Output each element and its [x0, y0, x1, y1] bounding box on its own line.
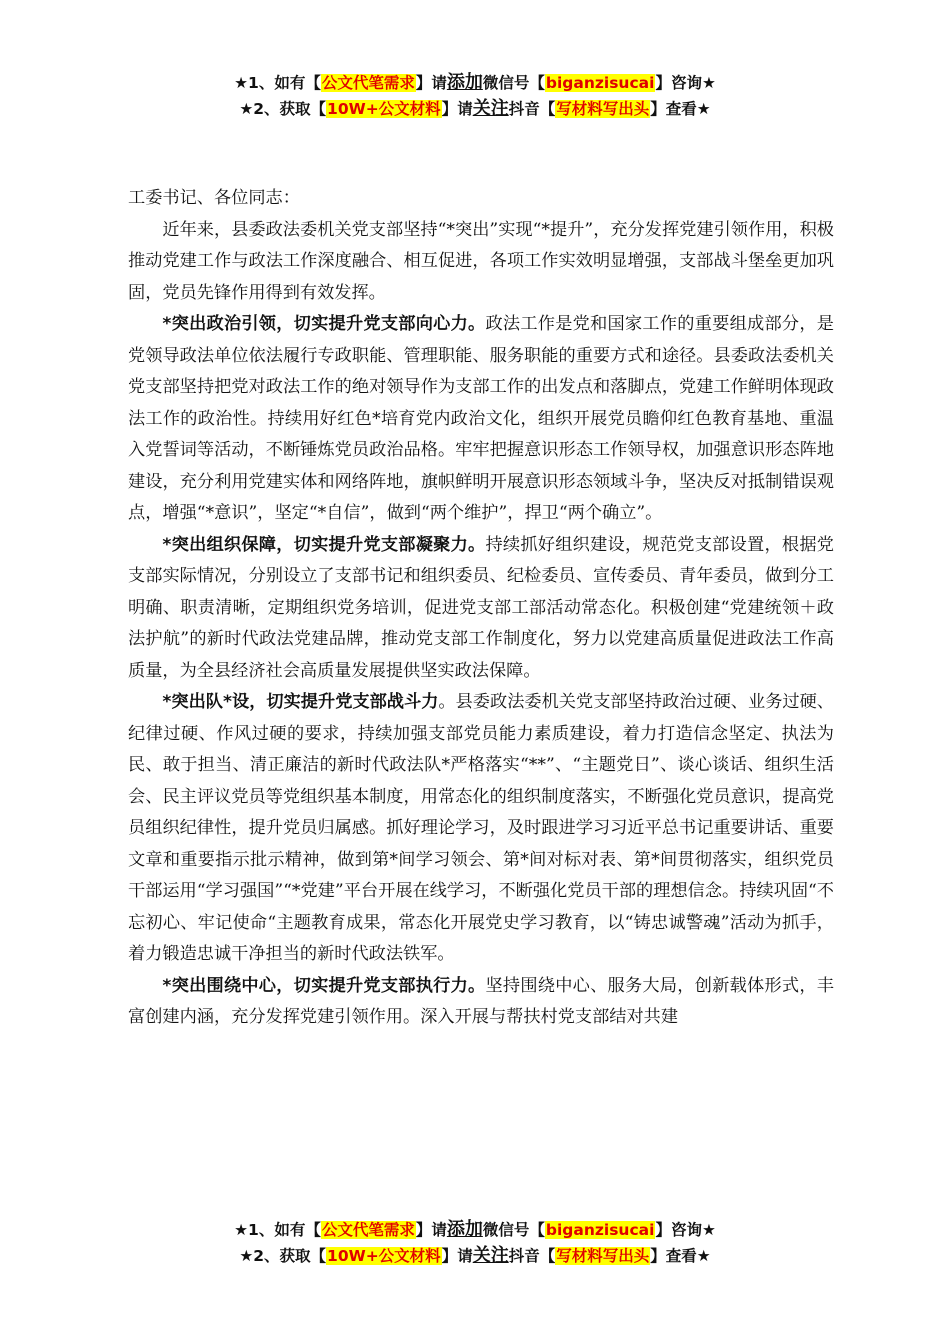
- paragraph-political-leadership: [128, 309, 834, 530]
- paragraph-text: 坚持围绕中心、服务大局，创新载体形式，丰富创建内涵，充分发挥党建引领作用。深入开展与帮扶村党支部结对共建: [128, 975, 834, 1027]
- banner-text: 抖音【: [508, 1247, 556, 1265]
- banner-emphasis: 添加: [446, 72, 483, 93]
- paragraph-text: 持续抓好组织建设，规范党支部设置，根据党支部实际情况，分别设立了支部书记和组织委员、纪检委员、宣传委员、青年委员，做到分工明确、职责清晰，定期组织党务培训，促进党支部工部活动常态化。积极创建“党建统领＋政法护航”的新时代政法党建品牌，推动党支部工作制度化，努力以党建高质量促进政法工作高质量，为全县经济社会高质量发展提供坚实政法保障。: [128, 534, 834, 681]
- highlight-materials: 10W+公文材料: [327, 100, 441, 118]
- banner-text: 】请: [415, 74, 447, 92]
- banner-text: 微信号【: [482, 1221, 545, 1239]
- paragraph-heading: *突出组织保障，切实提升党支部凝聚力。: [162, 534, 486, 555]
- highlight-wechat-id: biganzisucai: [545, 1221, 655, 1239]
- banner-line-1: [0, 70, 950, 96]
- banner-line-2: [0, 1243, 950, 1269]
- highlight-service: 公文代笔需求: [321, 74, 415, 92]
- document-body: [128, 183, 834, 1034]
- header-banner: [0, 70, 950, 122]
- banner-text: 】请: [441, 1247, 473, 1265]
- banner-text: 】咨询★: [655, 1221, 716, 1239]
- banner-emphasis: 关注: [472, 1245, 509, 1266]
- paragraph-heading: *突出围绕中心，切实提升党支部执行力。: [162, 975, 486, 996]
- banner-line-1: [0, 1217, 950, 1243]
- banner-text: 】咨询★: [655, 74, 716, 92]
- banner-emphasis: 关注: [472, 98, 509, 119]
- banner-text: 】请: [415, 1221, 447, 1239]
- banner-text: 微信号【: [482, 74, 545, 92]
- banner-text: 】查看★: [650, 1247, 711, 1265]
- paragraph-heading: *突出政治引领，切实提升党支部向心力。: [162, 314, 486, 334]
- paragraph-intro: [128, 215, 834, 310]
- banner-text: ★1、如有【: [234, 74, 321, 92]
- highlight-douyin-account: 写材料写出头: [556, 100, 650, 118]
- banner-text: ★1、如有【: [234, 1221, 321, 1239]
- highlight-service: 公文代笔需求: [321, 1221, 415, 1239]
- paragraph-heading: *突出队*设，切实提升党支部战斗力: [162, 692, 439, 712]
- paragraph-text: 。县委政法委机关党支部坚持政治过硬、业务过硬、纪律过硬、作风过硬的要求，持续加强支部党员能力素质建设，着力打造信念坚定、执法为民、敢于担当、清正廉洁的新时代政法队*严格落实“**”、“主题党日”、谈心谈话、组织生活会、民主评议党员等党组织基本制度，用常态化的组织制度落实，不断强化党员意识，提高党员组织纪律性，提升党员归属感。抓好理论学习，及时跟进学习习近平总书记重要讲话、重要文章和重要指示批示精神，做到第*间学习领会、第*间对标对表、第*间贯彻落实，组织党员干部运用“学习强国”“*党建”平台开展在线学习，不断强化党员干部的理想信念。持续巩固“不忘初心、牢记使命“主题教育成果，常态化开展党史学习教育，以“铸忠诚警魂”活动为抓手，着力锻造忠诚干净担当的新时代政法铁军。: [128, 692, 834, 964]
- paragraph-organization: [128, 530, 834, 688]
- banner-emphasis: 添加: [446, 1219, 483, 1240]
- banner-text: 】请: [441, 100, 473, 118]
- banner-line-2: [0, 96, 950, 122]
- salutation: 工委书记、各位同志：: [128, 188, 300, 208]
- paragraph-execution: [128, 971, 834, 1034]
- banner-text: ★2、获取【: [239, 100, 327, 118]
- paragraph-text: 近年来，县委政法委机关党支部坚持“*突出”实现“*提升”，充分发挥党建引领作用，积极推动党建工作与政法工作深度融合、相互促进，各项工作实效明显增强，支部战斗堡垒更加巩固，党员先锋作用得到有效发挥。: [128, 219, 834, 303]
- highlight-materials: 10W+公文材料: [327, 1247, 441, 1265]
- banner-text: 抖音【: [508, 100, 556, 118]
- highlight-wechat-id: biganzisucai: [545, 74, 655, 92]
- highlight-douyin-account: 写材料写出头: [556, 1247, 650, 1265]
- paragraph-text: 政法工作是党和国家工作的重要组成部分，是党领导政法单位依法履行专政职能、管理职能、服务职能的重要方式和途径。县委政法委机关党支部坚持把党对政法工作的绝对领导作为支部工作的出发点和落脚点，党建工作鲜明体现政法工作的政治性。持续用好红色*培育党内政治文化，组织开展党员瞻仰红色教育基地、重温入党誓词等活动，不断锤炼党员政治品格。牢牢把握意识形态工作领导权，加强意识形态阵地建设，充分利用党建实体和网络阵地，旗帜鲜明开展意识形态领域斗争，坚决反对抵制错误观点，增强“*意识”，坚定“*自信”，做到“两个维护”，捍卫“两个确立”。: [128, 314, 834, 523]
- banner-text: 】查看★: [650, 100, 711, 118]
- footer-banner: [0, 1217, 950, 1269]
- paragraph-team-building: [128, 687, 834, 971]
- banner-text: ★2、获取【: [239, 1247, 327, 1265]
